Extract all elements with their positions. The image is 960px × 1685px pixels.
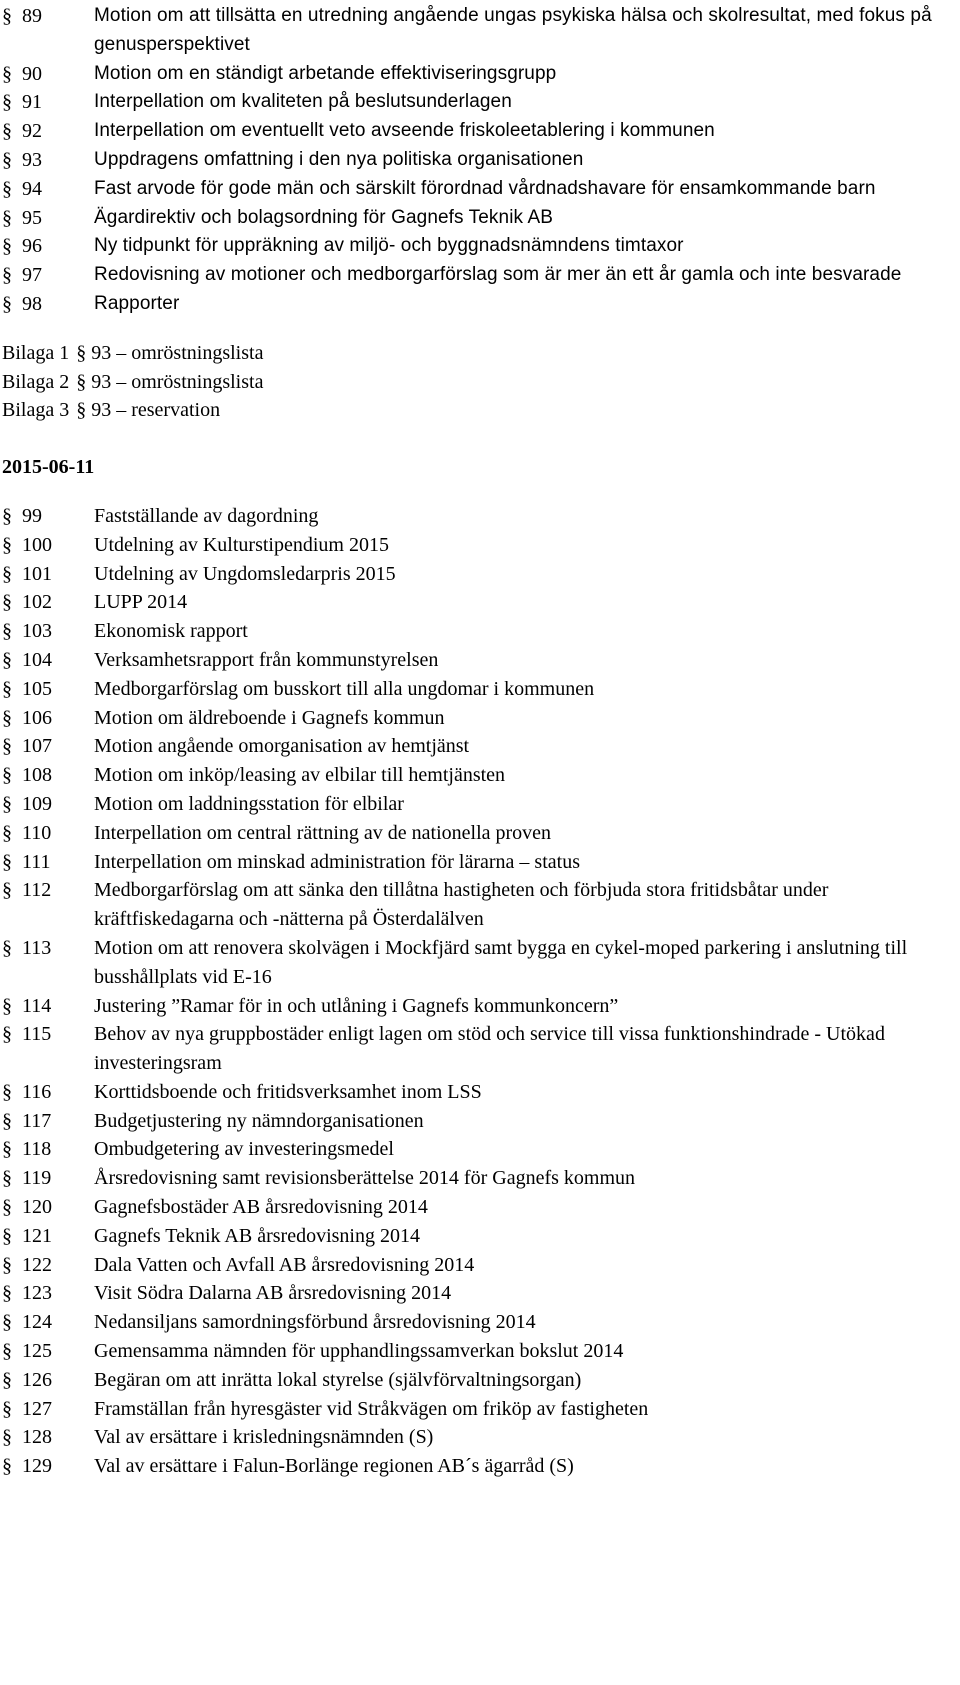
section-symbol: §	[2, 1426, 12, 1449]
agenda-item	[0, 1222, 960, 1251]
item-title: Ny tidpunkt för uppräkning av miljö- och byggnadsnämndens timtaxor	[94, 235, 684, 257]
agenda-item	[0, 146, 960, 175]
section-symbol: §	[2, 648, 12, 671]
agenda-item	[0, 1251, 960, 1280]
section-symbol: §	[2, 1455, 12, 1478]
section-symbol: §	[2, 1282, 12, 1305]
item-title: Gagnefs Teknik AB årsredovisning 2014	[94, 1224, 420, 1247]
item-number: 123	[22, 1282, 52, 1305]
section-symbol: §	[2, 591, 12, 614]
item-number: 127	[22, 1397, 52, 1420]
item-number: 120	[22, 1196, 52, 1219]
item-title: Motion om inköp/leasing av elbilar till hemtjänsten	[94, 764, 506, 787]
item-number: 108	[22, 764, 52, 787]
item-number: 100	[22, 533, 52, 556]
section-symbol: §	[2, 1196, 12, 1219]
item-title: Dala Vatten och Avfall AB årsredovisning 2014	[94, 1253, 475, 1276]
agenda-item	[0, 1135, 960, 1164]
agenda-item	[0, 290, 960, 319]
item-title: Utdelning av Kulturstipendium 2015	[94, 533, 389, 556]
item-number: 113	[22, 936, 52, 959]
section-symbol: §	[2, 1023, 12, 1046]
item-number: 91	[22, 91, 42, 114]
section-symbol: §	[2, 1340, 12, 1363]
item-number: 128	[22, 1426, 52, 1449]
item-title: Interpellation om central rättning av de nationella proven	[94, 821, 552, 844]
agenda-item	[0, 1366, 960, 1395]
section-symbol: §	[2, 235, 12, 258]
item-number: 96	[22, 235, 42, 258]
section-symbol: §	[2, 562, 12, 585]
section-symbol: §	[2, 177, 12, 200]
agenda-item	[0, 646, 960, 675]
agenda-item	[0, 1107, 960, 1136]
section-symbol: §	[2, 91, 12, 114]
item-title: Fast arvode för gode män och särskilt förordnad vårdnadshavare för ensamkommande barn	[94, 177, 876, 199]
agenda-item	[0, 531, 960, 560]
agenda-item	[0, 1020, 960, 1078]
section-symbol: §	[2, 936, 12, 959]
item-title: Budgetjustering ny nämndorganisationen	[94, 1109, 424, 1132]
section-symbol: §	[2, 677, 12, 700]
section-symbol: §	[2, 504, 12, 527]
item-title: Ägardirektiv och bolagsordning för Gagnefs Teknik AB	[94, 206, 554, 228]
section-symbol: §	[2, 994, 12, 1017]
section-symbol: §	[2, 1253, 12, 1276]
agenda-item	[0, 876, 960, 934]
section-symbol: §	[2, 148, 12, 171]
attachment-list	[0, 339, 960, 425]
agenda-item	[0, 2, 960, 60]
item-number: 98	[22, 292, 42, 315]
agenda-item	[0, 617, 960, 646]
item-number: 121	[22, 1224, 52, 1247]
item-title: Interpellation om eventuellt veto avseende friskoleetablering i kommunen	[94, 120, 715, 142]
agenda-item	[0, 175, 960, 204]
agenda-item	[0, 675, 960, 704]
section-symbol: §	[2, 533, 12, 556]
item-title: Motion om laddningsstation för elbilar	[94, 792, 404, 815]
agenda-item	[0, 704, 960, 733]
section-symbol: §	[2, 620, 12, 643]
item-title: Utdelning av Ungdomsledarpris 2015	[94, 562, 396, 585]
attachment-text: 93 – reservation	[91, 399, 221, 422]
item-title: Gemensamma nämnden för upphandlingssamverkan bokslut 2014	[94, 1340, 624, 1363]
section-symbol: §	[2, 120, 12, 143]
item-title: Motion om äldreboende i Gagnefs kommun	[94, 706, 445, 729]
item-number: 110	[22, 821, 52, 844]
item-title: Val av ersättare i Falun-Borlänge regionen AB´s ägarråd (S)	[94, 1455, 574, 1478]
item-title: Nedansiljans samordningsförbund årsredovisning 2014	[94, 1311, 536, 1334]
section-symbol: §	[2, 62, 12, 85]
section-symbol: §	[76, 370, 87, 393]
agenda-item	[0, 1423, 960, 1452]
agenda-item	[0, 1279, 960, 1308]
section-symbol: §	[2, 264, 12, 287]
item-title: Framställan från hyresgäster vid Stråkvägen om friköp av fastigheten	[94, 1397, 649, 1420]
item-title: Rapporter	[94, 292, 180, 314]
section-symbol: §	[2, 1167, 12, 1190]
agenda-item	[0, 1308, 960, 1337]
item-title: LUPP 2014	[94, 591, 188, 614]
item-title: Motion om en ständigt arbetande effektiviseringsgrupp	[94, 62, 557, 84]
section-symbol: §	[2, 850, 12, 873]
item-number: 97	[22, 264, 42, 287]
item-title: Medborgarförslag om busskort till alla ungdomar i kommunen	[94, 677, 595, 700]
item-number: 89	[22, 5, 42, 27]
attachment-text: 93 – omröstningslista	[91, 341, 264, 364]
agenda-item	[0, 232, 960, 261]
agenda-item	[0, 1337, 960, 1366]
agenda-item	[0, 819, 960, 848]
item-number: 90	[22, 62, 42, 85]
section-symbol: §	[2, 1368, 12, 1391]
section-symbol: §	[2, 821, 12, 844]
item-number: 126	[22, 1368, 52, 1391]
section-symbol: §	[2, 292, 12, 315]
item-number: 94	[22, 177, 42, 200]
item-number: 105	[22, 677, 52, 700]
item-number: 112	[22, 879, 52, 902]
item-title: Uppdragens omfattning i den nya politiska organisationen	[94, 148, 584, 170]
item-title: Årsredovisning samt revisionsberättelse 2014 för Gagnefs kommun	[94, 1167, 636, 1190]
item-number: 124	[22, 1311, 52, 1334]
agenda-item	[0, 502, 960, 531]
item-title: Interpellation om kvaliteten på beslutsunderlagen	[94, 91, 512, 113]
agenda-item	[0, 992, 960, 1021]
item-title: Motion om att renovera skolvägen i Mockfjärd samt bygga en cykel-moped parkering i anslutning till busshållplats vid E-16	[94, 936, 908, 988]
agenda-item	[0, 790, 960, 819]
item-number: 116	[22, 1080, 52, 1103]
item-title: Behov av nya gruppbostäder enligt lagen om stöd och service till vissa funktionshindrade - Utökad investeringsram	[94, 1023, 885, 1075]
item-number: 95	[22, 206, 42, 229]
item-number: 106	[22, 706, 52, 729]
item-title: Visit Södra Dalarna AB årsredovisning 2014	[94, 1282, 452, 1305]
attachment-label: Bilaga 2	[2, 370, 70, 393]
section-symbol: §	[76, 399, 87, 422]
agenda-item	[0, 848, 960, 877]
item-number: 92	[22, 120, 42, 143]
agenda-item	[0, 588, 960, 617]
section-symbol: §	[2, 792, 12, 815]
item-title: Ombudgetering av investeringsmedel	[94, 1138, 394, 1161]
section-symbol: §	[2, 1311, 12, 1334]
agenda-item	[0, 88, 960, 117]
item-number: 107	[22, 735, 52, 758]
item-number: 125	[22, 1340, 52, 1363]
agenda-item	[0, 261, 960, 290]
section-symbol: §	[2, 5, 12, 27]
agenda-item	[0, 1452, 960, 1481]
item-number: 111	[22, 850, 51, 873]
section-symbol: §	[2, 1109, 12, 1132]
section-symbol: §	[2, 764, 12, 787]
agenda-item	[0, 1164, 960, 1193]
date-heading: 2015-06-11	[2, 456, 95, 479]
item-number: 119	[22, 1167, 52, 1190]
attachment-label: Bilaga 1	[2, 341, 70, 364]
agenda-item	[0, 204, 960, 233]
agenda-item	[0, 1078, 960, 1107]
agenda-item	[0, 934, 960, 992]
section-symbol: §	[2, 706, 12, 729]
agenda-list-second	[0, 502, 960, 1481]
item-number: 103	[22, 620, 52, 643]
agenda-list-first	[0, 2, 960, 319]
item-number: 114	[22, 994, 52, 1017]
section-symbol: §	[76, 341, 87, 364]
item-title: Begäran om att inrätta lokal styrelse (självförvaltningsorgan)	[94, 1368, 582, 1391]
item-title: Korttidsboende och fritidsverksamhet inom LSS	[94, 1080, 482, 1103]
item-title: Redovisning av motioner och medborgarförslag som är mer än ett år gamla och inte besvarade	[94, 264, 902, 286]
section-symbol: §	[2, 879, 12, 902]
item-title: Motion om att tillsätta en utredning angående ungas psykiska hälsa och skolresultat, med fokus på genusperspektivet	[94, 5, 932, 55]
item-title: Gagnefsbostäder AB årsredovisning 2014	[94, 1196, 428, 1219]
section-symbol: §	[2, 1138, 12, 1161]
section-symbol: §	[2, 1080, 12, 1103]
attachment-text: 93 – omröstningslista	[91, 370, 264, 393]
agenda-item	[0, 60, 960, 89]
attachment-label: Bilaga 3	[2, 399, 70, 422]
item-title: Verksamhetsrapport från kommunstyrelsen	[94, 648, 439, 671]
section-symbol: §	[2, 1224, 12, 1247]
item-number: 118	[22, 1138, 52, 1161]
item-title: Val av ersättare i krisledningsnämnden (S)	[94, 1426, 434, 1449]
item-number: 93	[22, 148, 42, 171]
item-number: 104	[22, 648, 52, 671]
item-number: 129	[22, 1455, 52, 1478]
attachment-item	[0, 368, 960, 397]
document-page	[0, 2, 960, 1481]
agenda-item	[0, 732, 960, 761]
agenda-item	[0, 761, 960, 790]
item-number: 117	[22, 1109, 52, 1132]
attachment-item	[0, 339, 960, 368]
item-title: Medborgarförslag om att sänka den tillåtna hastigheten och förbjuda stora fritidsbåtar under kräftfiskedagarna och -nätterna på Österdalälven	[94, 879, 829, 931]
item-number: 122	[22, 1253, 52, 1276]
section-symbol: §	[2, 1397, 12, 1420]
attachment-item	[0, 396, 960, 425]
agenda-item	[0, 560, 960, 589]
item-title: Motion angående omorganisation av hemtjänst	[94, 735, 470, 758]
item-number: 99	[22, 504, 42, 527]
item-title: Ekonomisk rapport	[94, 620, 248, 643]
item-number: 102	[22, 591, 52, 614]
item-number: 101	[22, 562, 52, 585]
agenda-item	[0, 1395, 960, 1424]
item-number: 115	[22, 1023, 52, 1046]
agenda-item	[0, 1193, 960, 1222]
item-title: Justering ”Ramar för in och utlåning i Gagnefs kommunkoncern”	[94, 994, 619, 1017]
agenda-item	[0, 117, 960, 146]
section-symbol: §	[2, 735, 12, 758]
item-number: 109	[22, 792, 52, 815]
section-symbol: §	[2, 206, 12, 229]
item-title: Fastställande av dagordning	[94, 504, 319, 527]
item-title: Interpellation om minskad administration för lärarna – status	[94, 850, 580, 873]
